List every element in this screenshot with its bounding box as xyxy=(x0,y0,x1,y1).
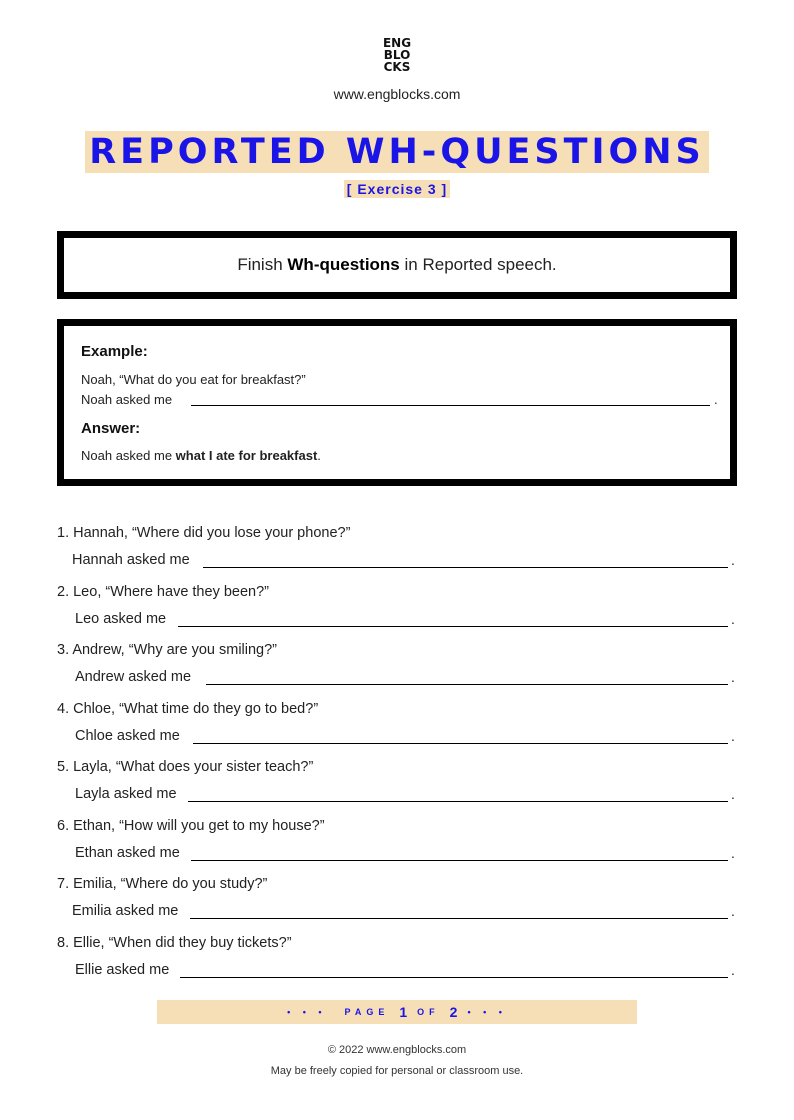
question-quote: 3. Andrew, “Why are you smiling?” xyxy=(57,642,278,658)
instruction-post: in Reported speech. xyxy=(399,255,557,274)
question-period: . xyxy=(731,845,735,861)
answer-line[interactable] xyxy=(206,684,728,685)
question-prompt: Andrew asked me xyxy=(75,669,192,685)
brand-logo xyxy=(0,37,794,73)
answer-line[interactable] xyxy=(193,743,728,744)
question-period: . xyxy=(731,669,735,685)
question-prompt: Layla asked me xyxy=(75,786,177,802)
question-prompt: Leo asked me xyxy=(75,611,167,627)
answer-line[interactable] xyxy=(191,860,728,861)
answer-line[interactable] xyxy=(180,977,728,978)
question-prompt: Chloe asked me xyxy=(75,728,180,744)
question-quote: 5. Layla, “What does your sister teach?” xyxy=(57,759,314,775)
answer-line[interactable] xyxy=(203,567,728,568)
answer-line[interactable] xyxy=(188,801,728,802)
question-quote: 8. Ellie, “When did they buy tickets?” xyxy=(57,935,292,951)
example-heading: Example: xyxy=(81,343,148,360)
example-quote: Noah, “What do you eat for breakfast?” xyxy=(81,372,306,387)
example-answer-line xyxy=(191,405,710,406)
question-period: . xyxy=(731,728,735,744)
example-answer xyxy=(81,448,321,463)
pager-dots-left: • • • xyxy=(287,1007,327,1017)
question-quote: 6. Ethan, “How will you get to my house?” xyxy=(57,818,325,834)
question-prompt: Ethan asked me xyxy=(75,845,180,861)
example-prompt: Noah asked me xyxy=(81,392,173,407)
question-period: . xyxy=(731,962,735,978)
instruction-pre: Finish xyxy=(237,255,288,274)
question-quote: 4. Chloe, “What time do they go to bed?” xyxy=(57,701,319,717)
question-quote: 1. Hannah, “Where did you lose your phone?” xyxy=(57,525,351,541)
pager-dots-right: • • • xyxy=(467,1007,507,1017)
exercise-label: [ Exercise 3 ] xyxy=(344,180,450,198)
question-period: . xyxy=(731,552,735,568)
footer-note: May be freely copied for personal or classroom use. xyxy=(270,1065,524,1077)
question-period: . xyxy=(731,786,735,802)
pager-total: 2 xyxy=(449,1004,458,1020)
question-prompt: Hannah asked me xyxy=(72,552,190,568)
instruction-box xyxy=(57,231,737,299)
answer-line[interactable] xyxy=(178,626,728,627)
pager-page-word: PAGE xyxy=(344,1007,390,1017)
answer-prefix: Noah asked me xyxy=(81,448,176,463)
answer-suffix: . xyxy=(317,448,321,463)
example-box xyxy=(57,319,737,486)
question-prompt: Ellie asked me xyxy=(75,962,170,978)
site-url[interactable]: www.engblocks.com xyxy=(333,86,461,102)
page-title: REPORTED WH-QUESTIONS xyxy=(85,131,709,173)
logo-line: CKS xyxy=(383,60,411,74)
pager-of-word: OF xyxy=(417,1007,440,1017)
question-prompt: Emilia asked me xyxy=(72,903,179,919)
page-indicator xyxy=(157,1000,637,1024)
pager-current: 1 xyxy=(399,1004,408,1020)
logo-line: BLO xyxy=(383,48,411,62)
question-quote: 7. Emilia, “Where do you study?” xyxy=(57,876,268,892)
answer-line[interactable] xyxy=(190,918,728,919)
question-quote: 2. Leo, “Where have they been?” xyxy=(57,584,269,600)
question-period: . xyxy=(731,611,735,627)
footer-copyright: © 2022 www.engblocks.com xyxy=(327,1044,467,1056)
example-period: . xyxy=(714,392,718,407)
answer-heading: Answer: xyxy=(81,420,141,437)
answer-bold: what I ate for breakfast xyxy=(175,448,318,463)
instruction-bold: Wh-questions xyxy=(287,255,400,274)
logo-line: ENG xyxy=(382,36,412,50)
question-period: . xyxy=(731,903,735,919)
